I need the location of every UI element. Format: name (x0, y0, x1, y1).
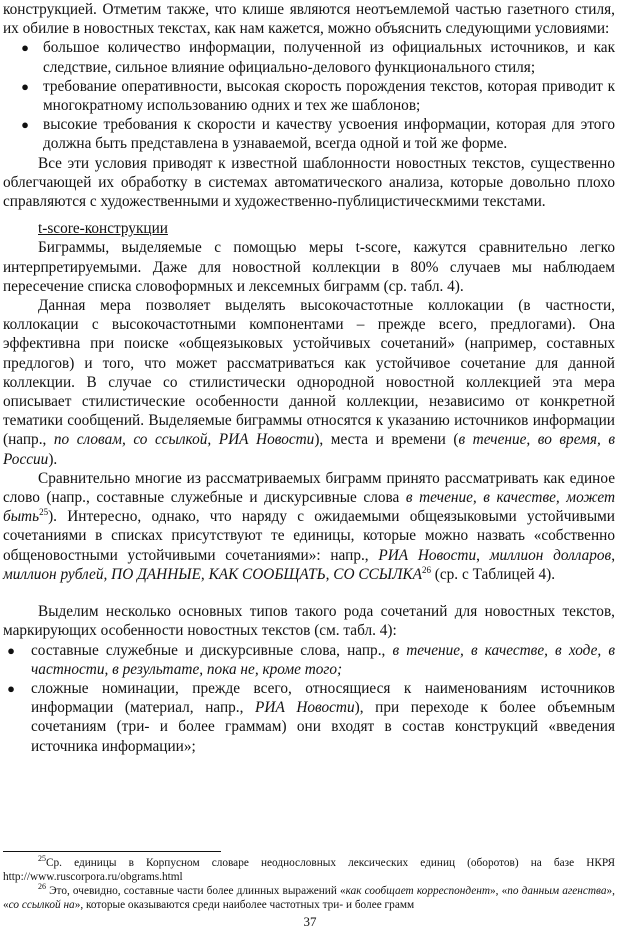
bullet-icon: ● (21, 40, 29, 56)
list-item: ● большое количество информации, полученной из официальных источников, и как следствие, сильное влияние официально-делового функционального стиля; (3, 38, 615, 76)
bullet-icon: ● (21, 78, 29, 94)
paragraph-intro: конструкцией. Отметим также, что клише являются неотъемлемой частью газетного стиля, их обилие в новостных текстах, как нам кажется, можно объяснить следующими условиями: (3, 1, 615, 38)
list-item: ● составные служебные и дискурсивные слова, напр., в течение, в качестве, в ходе, в частности, в результате, пока не, кроме того; (3, 641, 615, 679)
section-heading: t-score-конструкции (38, 220, 168, 238)
footnote-separator (3, 851, 221, 852)
page-number: 37 (303, 914, 317, 929)
footnote-ref-25[interactable]: 25 (39, 507, 49, 518)
list-item: ● требование оперативности, высокая скорость порождения текстов, которая приводит к многократному использованию одних и тех же шаблонов; (3, 77, 615, 115)
bullet-icon: ● (21, 117, 29, 133)
conditions-list (3, 38, 615, 153)
types-list (3, 641, 615, 756)
paragraph-measure: Данная мера позволяет выделять высокочастотные коллокации (в частности, коллокации с высокочастотными компонентами – прежде всего, предлогами). Она эффективна при поиске «общеязыковых устойчивых сочетаний» (например, составных предлогов) и того, что может рассматриваться как устойчивое сочетание для данной коллекции. В случае со стилистически однородной новостной коллекцией эта мера описывает стилистические особенности данной коллекции, независимо от конкретной тематики сообщений. Выделяемые биграммы относятся к указанию источников информации (напр., по словам, со ссылкой, РИА Новости), места и времени (в течение, во время, в России). (3, 297, 615, 468)
paragraph-bigrams: Биграммы, выделяемые с помощью меры t-score, кажутся сравнительно легко интерпретируемыми. Даже для новостной коллекции в 80% случаев мы наблюдаем пересечение списка словоформных и лексемных биграмм (ср. табл. 4). (3, 239, 615, 295)
main-text (3, 0, 615, 756)
list-item: ● высокие требования к скорости и качеству усвоения информации, которая для этого должна быть представлена в узнаваемой, всегда одной и той же форме. (3, 115, 615, 153)
footnote-26: $^{26}$ Это, очевидно, составные части более длинных выражений «как сообщает корреспондент», «по данным агенства», «со ссылкой на», которые оказываются среди наиболее частотных три- и более грамм (3, 882, 615, 911)
bullet-icon: ● (7, 642, 15, 658)
paragraph-single-word: Сравнительно многие из рассматриваемых биграмм принято рассматривать как единое слово (напр., составные служебные и дискурсивные слова в течение, в качестве, может быть$^{25}$). Интересно, однако, что наряду с ожидаемыми общеязыковыми устойчивыми сочетаниями в списках присутствуют те единицы, которые можно назвать «собственно общеновостными устойчивыми сочетаниями»: напр., РИА Новости, миллион долларов, миллион рублей, ПО ДАННЫЕ, КАК СООБЩАТЬ, СО ССЫЛКА$^{26}$ (ср. с Таблицей 4). (3, 469, 616, 583)
paragraph-conditions-summary: Все эти условия приводят к известной шаблонности новостных текстов, существенно облегчающей их обработку в системах автоматического анализа, которые довольно плохо справляются с художественными и художественно-публицистическмими текстами. (3, 154, 615, 211)
footnote-25: $^{25}$Ср. единицы в Корпусном словаре неоднословных лексических единиц (оборотов) на базе НКРЯ http://www.ruscorpora.ru/obgrams.html (3, 854, 615, 883)
list-item: ● сложные номинации, прежде всего, относящиеся к наименованиям источников информации (материал, напр., РИА Новости), при переходе к более объемным сочетаниям (три- и более граммам) они входят в состав конструкций «введения источника информации»; (3, 679, 615, 756)
footnotes (3, 856, 615, 912)
bullet-icon: ● (7, 680, 15, 696)
paragraph-types: Выделим несколько основных типов такого рода сочетаний для новостных текстов, маркирующих особенности новостных текстов (см. табл. 4): (3, 603, 615, 640)
footnote-ref-26[interactable]: 26 (421, 564, 431, 575)
